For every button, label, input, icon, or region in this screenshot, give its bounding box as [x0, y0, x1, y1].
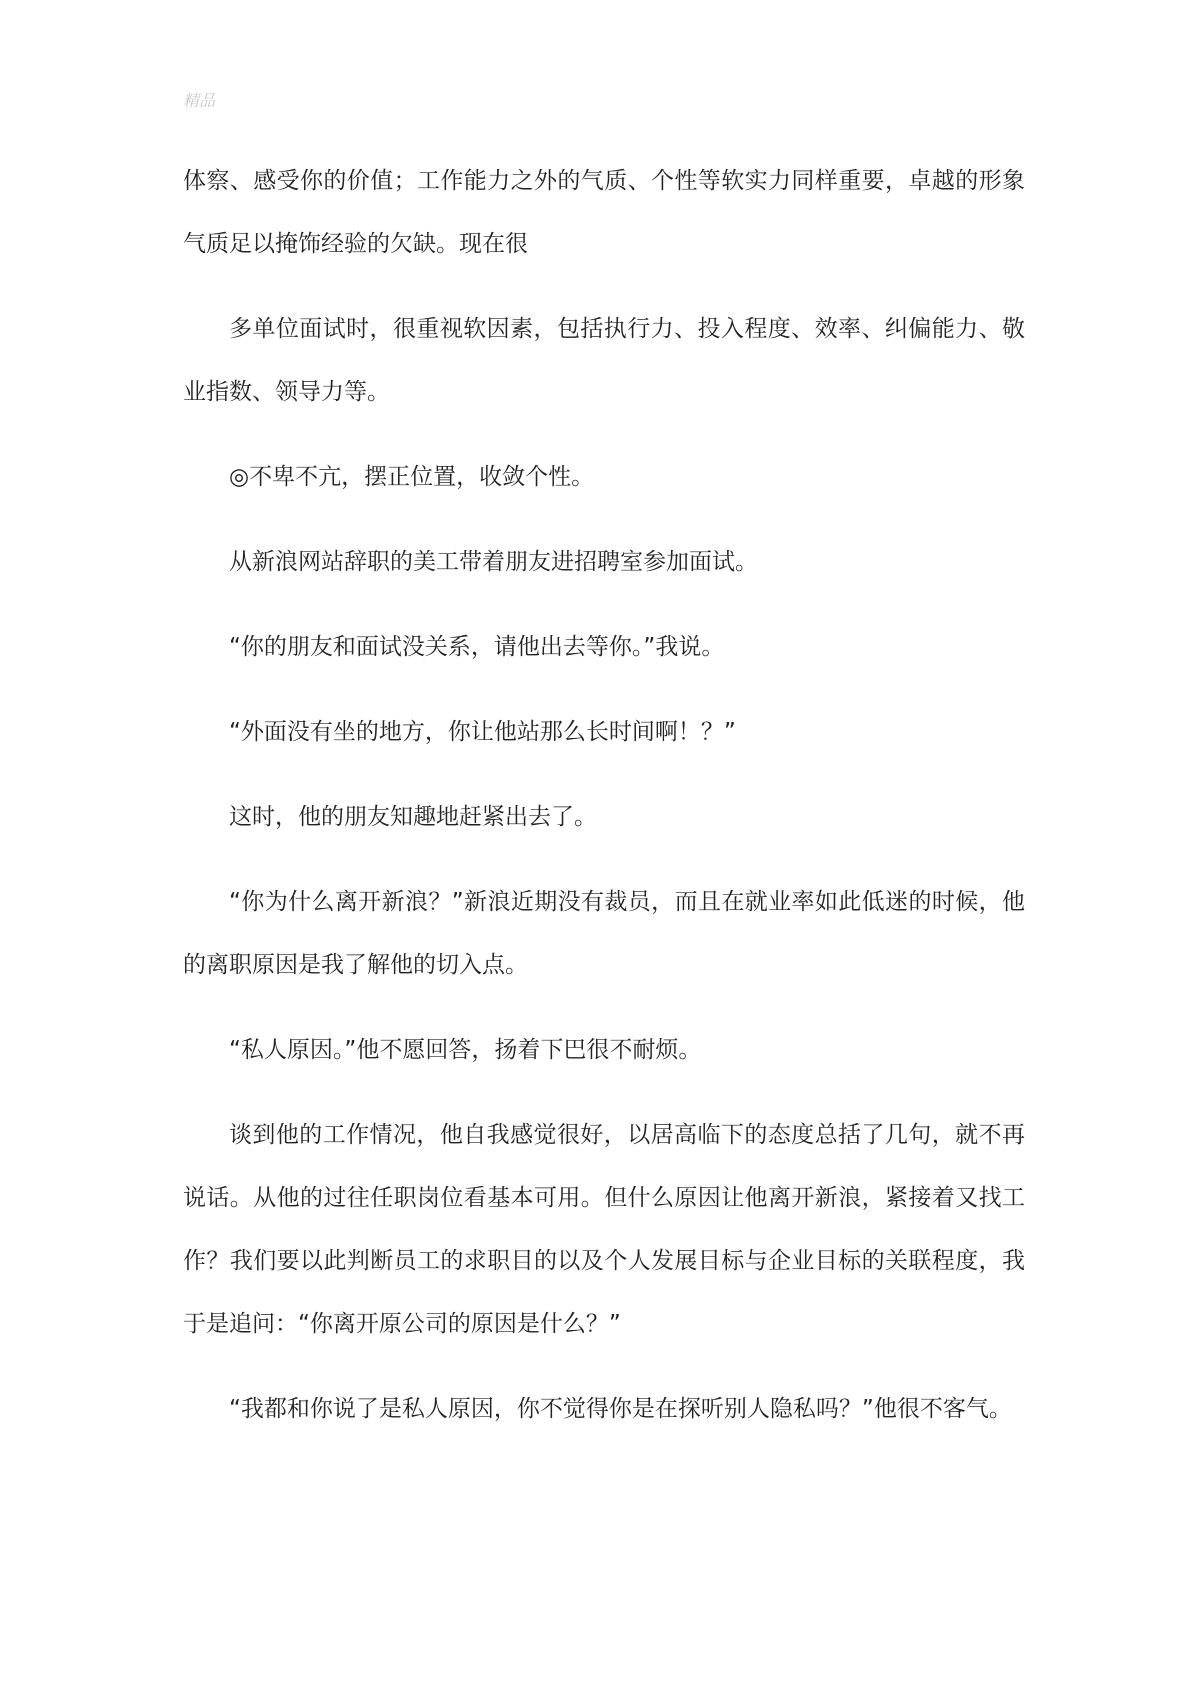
- paragraph-9: “私人原因。”他不愿回答，扬着下巴很不耐烦。: [229, 1037, 702, 1063]
- paragraph-8: “你为什么离开新浪？”新浪近期没有裁员，而且在就业率如此低迷的时候，他的离职原因是我了解他的切入点。: [183, 889, 1025, 978]
- paragraph-10: 谈到他的工作情况，他自我感觉很好，以居高临下的态度总括了几句，就不再说话。从他的过往任职岗位看基本可用。但什么原因让他离开新浪，紧接着又找工作？我们要以此判断员工的求职目的以及个人发展目标与企业目标的关联程度，我于是追问：“你离开原公司的原因是什么？”: [183, 1122, 1025, 1337]
- document-body: [183, 150, 1025, 1463]
- paragraph-5: “你的朋友和面试没关系，请他出去等你。”我说。: [229, 634, 725, 660]
- paragraph-11: “我都和你说了是私人原因，你不觉得你是在探听别人隐私吗？”他很不客气。: [229, 1396, 1012, 1422]
- paragraph-6: “外面没有坐的地方，你让他站那么长时间啊！？”: [229, 719, 736, 745]
- page-header-label: 精品: [183, 91, 216, 110]
- paragraph-7: 这时，他的朋友知趣地赶紧出去了。: [229, 804, 597, 830]
- paragraph-4: 从新浪网站辞职的美工带着朋友进招聘室参加面试。: [229, 549, 758, 575]
- paragraph-1: 体察、感受你的价值；工作能力之外的气质、个性等软实力同样重要，卓越的形象气质足以掩饰经验的欠缺。现在很: [183, 168, 1025, 257]
- paragraph-2: 多单位面试时，很重视软因素，包括执行力、投入程度、效率、纠偏能力、敬业指数、领导力等。: [183, 316, 1025, 405]
- paragraph-3: ◎不卑不亢，摆正位置，收敛个性。: [229, 464, 595, 490]
